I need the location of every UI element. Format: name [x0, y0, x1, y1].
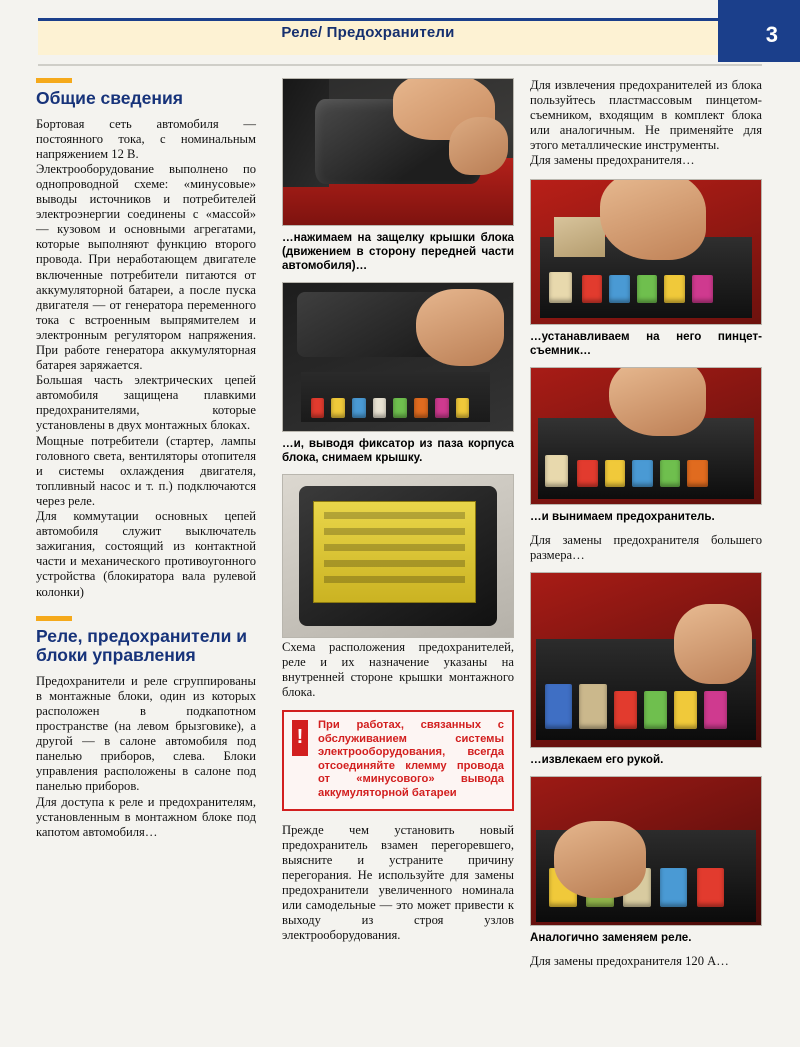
- paragraph-relays-1: Предохранители и реле сгруппированы в монтажные блоки, один из которых расположен в подкапотном пространстве (на левом брызговике), а другой — в салоне автомобиля под панелью приборов, слева. Блоки управления расположены в салоне под панелью приборов.: [36, 673, 256, 794]
- caption-removing-large-fuse-by-hand: …извлекаем его рукой.: [530, 752, 664, 766]
- page-number-block: [718, 0, 800, 62]
- warning-icon: !: [292, 720, 308, 756]
- photo-pressing-cover-latch: [282, 78, 514, 226]
- section-heading-relays: Реле, предохранители и блоки управления: [36, 625, 247, 666]
- page-title: Реле/ Предохранители: [281, 24, 455, 41]
- column-right: [530, 78, 762, 978]
- column-middle: [282, 78, 514, 943]
- caption-replacing-120a-fuse: Для замены предохранителя 120 А…: [530, 953, 729, 968]
- heading-accent-bar-2: [36, 616, 72, 621]
- header-divider: [38, 64, 762, 66]
- caption-pulling-fuse-note: Для замены предохранителя большего размера…: [530, 532, 762, 562]
- caption-pressing-cover-latch: …нажимаем на защелку крышки блока (движением в сторону передней части автомобиля)…: [282, 231, 514, 272]
- paragraph-general-2: Электрооборудование выполнено по однопроводной схеме: «минусовые» выводы источников и потребителей электроэнергии соединены с «массой» — кузовом и основными агрегатами, которые выполняют функцию второго провода. При неработающем двигателе включенные потребители питаются от аккумуляторной батареи, а после пуска двигателя — от генератора переменного тока с встроенным выпрямителем и электронным регулятором напряжения. При работе генератора аккумуляторная батарея заряжается.: [36, 161, 256, 373]
- paragraph-before-install: Прежде чем установить новый предохранитель взамен перегоревшего, выясните и устраните причину перегорания. Не используйте для замены предохранители увеличенного номинала или самодельные — это может привести к выходу из строя узлов электрооборудования.: [282, 822, 514, 943]
- photo-replacing-relay: [530, 776, 762, 926]
- caption-removing-cover: …и, выводя фиксатор из паза корпуса блока, снимаем крышку.: [282, 437, 514, 464]
- caption-fuse-layout-label: Схема расположения предохранителей, реле и их назначение указаны на внутренней стороне крышки монтажного блока.: [282, 640, 514, 699]
- paragraph-replace-fuse: Для замены предохранителя…: [530, 153, 695, 168]
- photo-pulling-fuse: [530, 367, 762, 505]
- paragraph-general-3: Большая часть электрических цепей автомобиля защищена плавкими предохранителями, которые установлены в двух монтажных блоках.: [36, 373, 256, 433]
- column-left: [36, 78, 256, 840]
- page-number: 3: [765, 22, 778, 47]
- page-header: [0, 0, 800, 62]
- photo-removing-large-fuse-by-hand: [530, 572, 762, 748]
- warning-box: [282, 710, 514, 811]
- paragraph-extraction-tool: Для извлечения предохранителей из блока пользуйтесь пластмассовым пинцетом-съемником, входящим в комплект блока или аналогичным. Не применяйте для этого металлические инструменты.: [530, 78, 762, 153]
- photo-removing-cover: [282, 282, 514, 432]
- section-heading-general: Общие сведения: [36, 88, 183, 108]
- paragraph-general-4: Мощные потребители (стартер, лампы головного света, вентиляторы отопителя и системы охлаждения двигателя, топливный насос и т. п.) подключаются через реле.: [36, 433, 256, 508]
- caption-pulling-fuse: …и вынимаем предохранитель.: [530, 509, 715, 523]
- paragraph-general-5: Для коммутации основных цепей автомобиля служит выключатель зажигания, состоящий из контактной части и механического противоугонного устройства (блокиратора вала рулевой колонки): [36, 509, 256, 599]
- caption-placing-puller: …устанавливаем на него пинцет-съемник…: [530, 329, 762, 357]
- photo-fuse-layout-label: [282, 474, 514, 638]
- paragraph-general-1: Бортовая сеть автомобиля — постоянного тока, с номинальным напряжением 12 В.: [36, 116, 256, 161]
- heading-accent-bar: [36, 78, 72, 83]
- warning-text: При работах, связанных с обслуживанием системы электрооборудования, всегда отсоединяйте клемму провода от «минусового» вывода аккумуляторной батареи: [318, 719, 504, 799]
- paragraph-relays-2: Для доступа к реле и предохранителям, установленным в монтажном блоке под капотом автомобиля…: [36, 794, 256, 839]
- photo-placing-puller: [530, 179, 762, 325]
- caption-replacing-relay: Аналогично заменяем реле.: [530, 930, 692, 944]
